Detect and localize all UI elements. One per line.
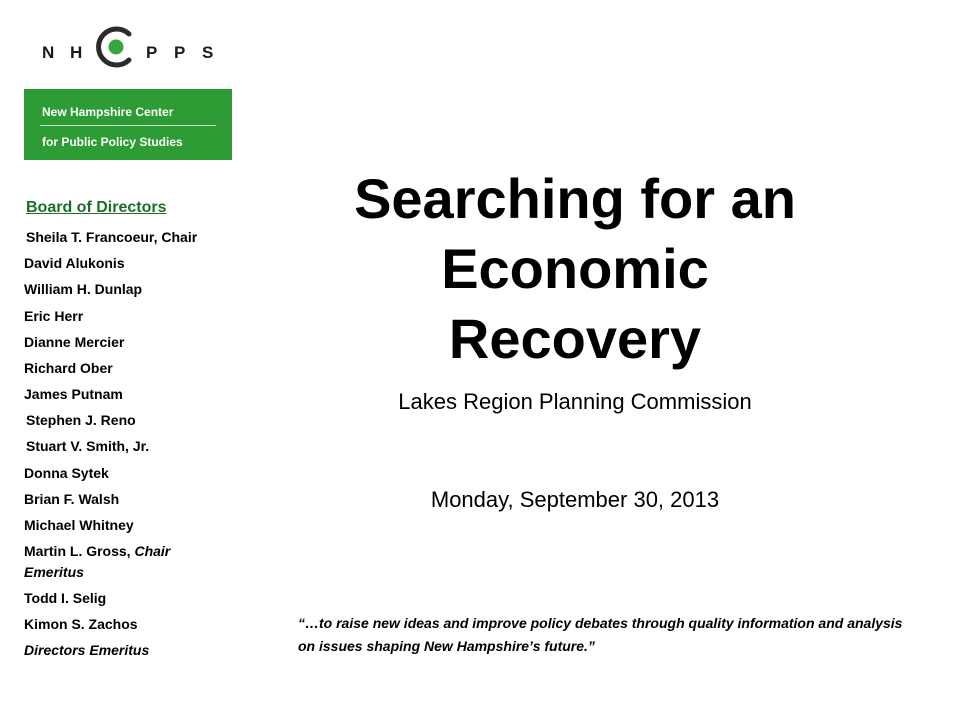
board-member: Donna Sytek: [24, 465, 109, 481]
board-member: Brian F. Walsh: [24, 491, 120, 507]
logo-c-ring-icon: [94, 25, 138, 69]
board-member-chair-emeritus: [24, 541, 234, 583]
presentation-date: Monday, September 30, 2013: [430, 487, 720, 512]
logo-letter: P: [146, 43, 158, 62]
member-name: Martin L. Gross,: [24, 543, 135, 559]
subtitle: Lakes Region Planning Commission: [398, 389, 752, 414]
page-title: [330, 164, 820, 374]
logo-line-2: for Public Policy Studies: [42, 135, 183, 149]
board-member: William H. Dunlap: [24, 281, 143, 297]
title-line: Economic: [441, 237, 709, 300]
title-line: Searching for an: [354, 167, 796, 230]
board-member: Stephen J. Reno: [26, 412, 136, 428]
logo-wordmark: [24, 16, 232, 89]
logo-line-1: New Hampshire Center: [42, 105, 174, 119]
logo-letter: S: [202, 43, 214, 62]
board-member: Kimon S. Zachos: [24, 616, 138, 632]
logo-letter: P: [174, 43, 186, 62]
title-line: Recovery: [448, 307, 702, 370]
member-role: Chair Emeritus: [24, 543, 171, 580]
nhcpps-logo: [24, 16, 232, 160]
logo-letter: H: [70, 43, 83, 62]
board-member: Eric Herr: [24, 308, 84, 324]
board-member: Todd I. Selig: [24, 590, 107, 606]
board-member: Dianne Mercier: [24, 334, 125, 350]
board-member: Sheila T. Francoeur, Chair: [26, 229, 198, 245]
logo-letter: N: [42, 43, 55, 62]
logo-divider: [40, 125, 216, 126]
logo-banner: [24, 89, 232, 160]
board-member: David Alukonis: [24, 255, 125, 271]
board-member: James Putnam: [24, 386, 123, 402]
mission-quote: “…to raise new ideas and improve policy debates through quality information and analysis on issues shaping New Hampshire’s future.”: [298, 615, 903, 654]
board-member: Richard Ober: [24, 360, 113, 376]
board-title: Board of Directors: [26, 199, 167, 216]
board-member: Michael Whitney: [24, 517, 134, 533]
directors-emeritus-label: Directors Emeritus: [24, 642, 150, 658]
board-member: Stuart V. Smith, Jr.: [26, 438, 150, 454]
